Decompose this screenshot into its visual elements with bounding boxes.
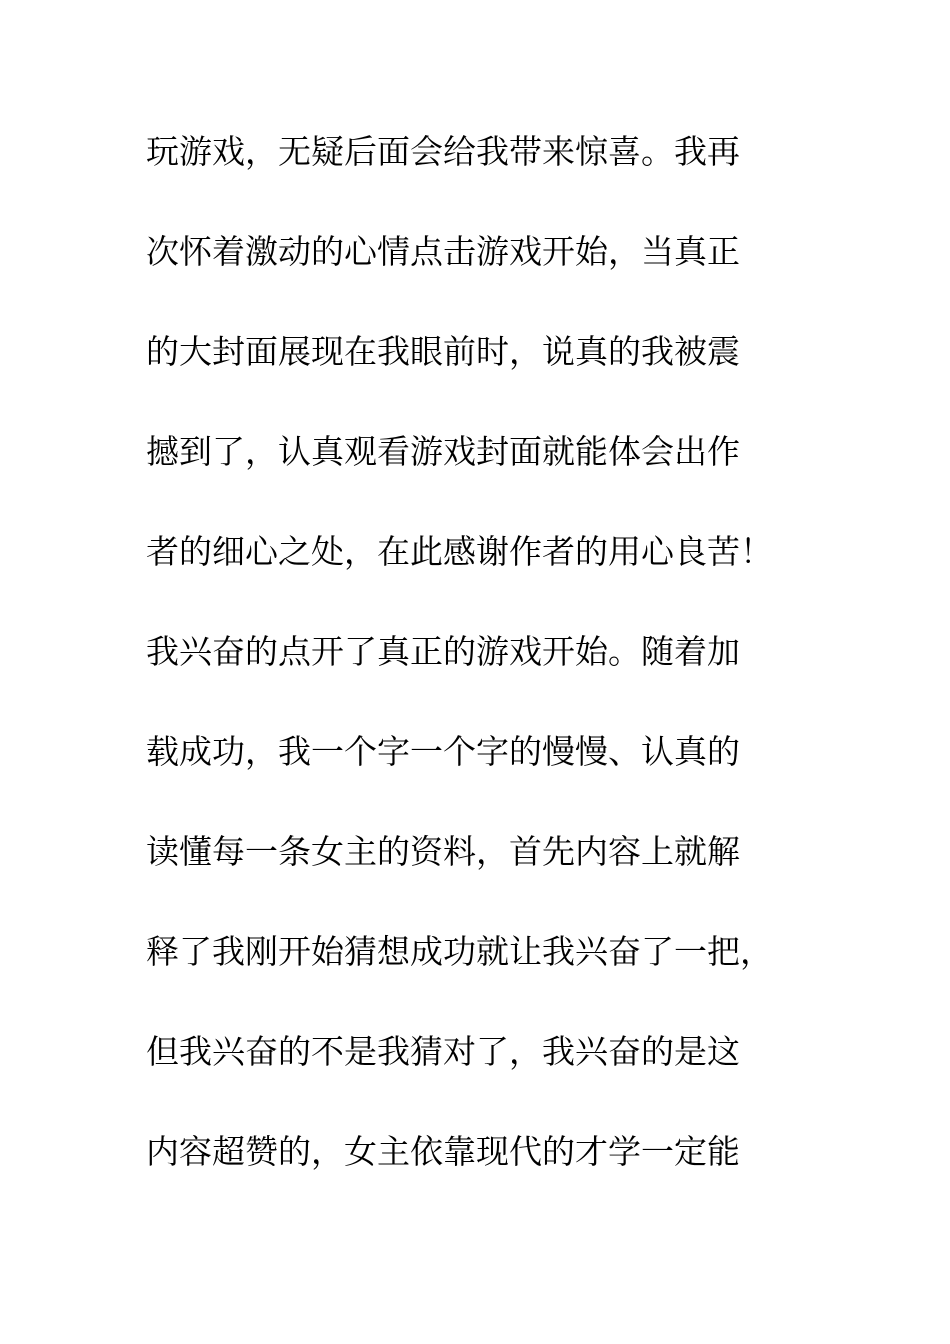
body-text — [146, 124, 806, 1224]
text-line: 释了我刚开始猜想成功就让我兴奋了一把， — [146, 932, 773, 971]
text-line: 的大封面展现在我眼前时，说真的我被震 — [146, 332, 740, 371]
text-line: 玩游戏，无疑后面会给我带来惊喜。我再 — [146, 132, 740, 171]
text-line: 者的细心之处，在此感谢作者的用心良苦！ — [146, 532, 773, 571]
text-line: 我兴奋的点开了真正的游戏开始。随着加 — [146, 632, 740, 671]
text-line: 内容超赞的，女主依靠现代的才学一定能 — [146, 1132, 740, 1171]
text-line: 撼到了，认真观看游戏封面就能体会出作 — [146, 432, 740, 471]
text-line: 但我兴奋的不是我猜对了，我兴奋的是这 — [146, 1032, 740, 1071]
text-line: 次怀着激动的心情点击游戏开始，当真正 — [146, 232, 740, 271]
text-line: 读懂每一条女主的资料，首先内容上就解 — [146, 832, 740, 871]
text-line: 载成功，我一个字一个字的慢慢、认真的 — [146, 732, 740, 771]
